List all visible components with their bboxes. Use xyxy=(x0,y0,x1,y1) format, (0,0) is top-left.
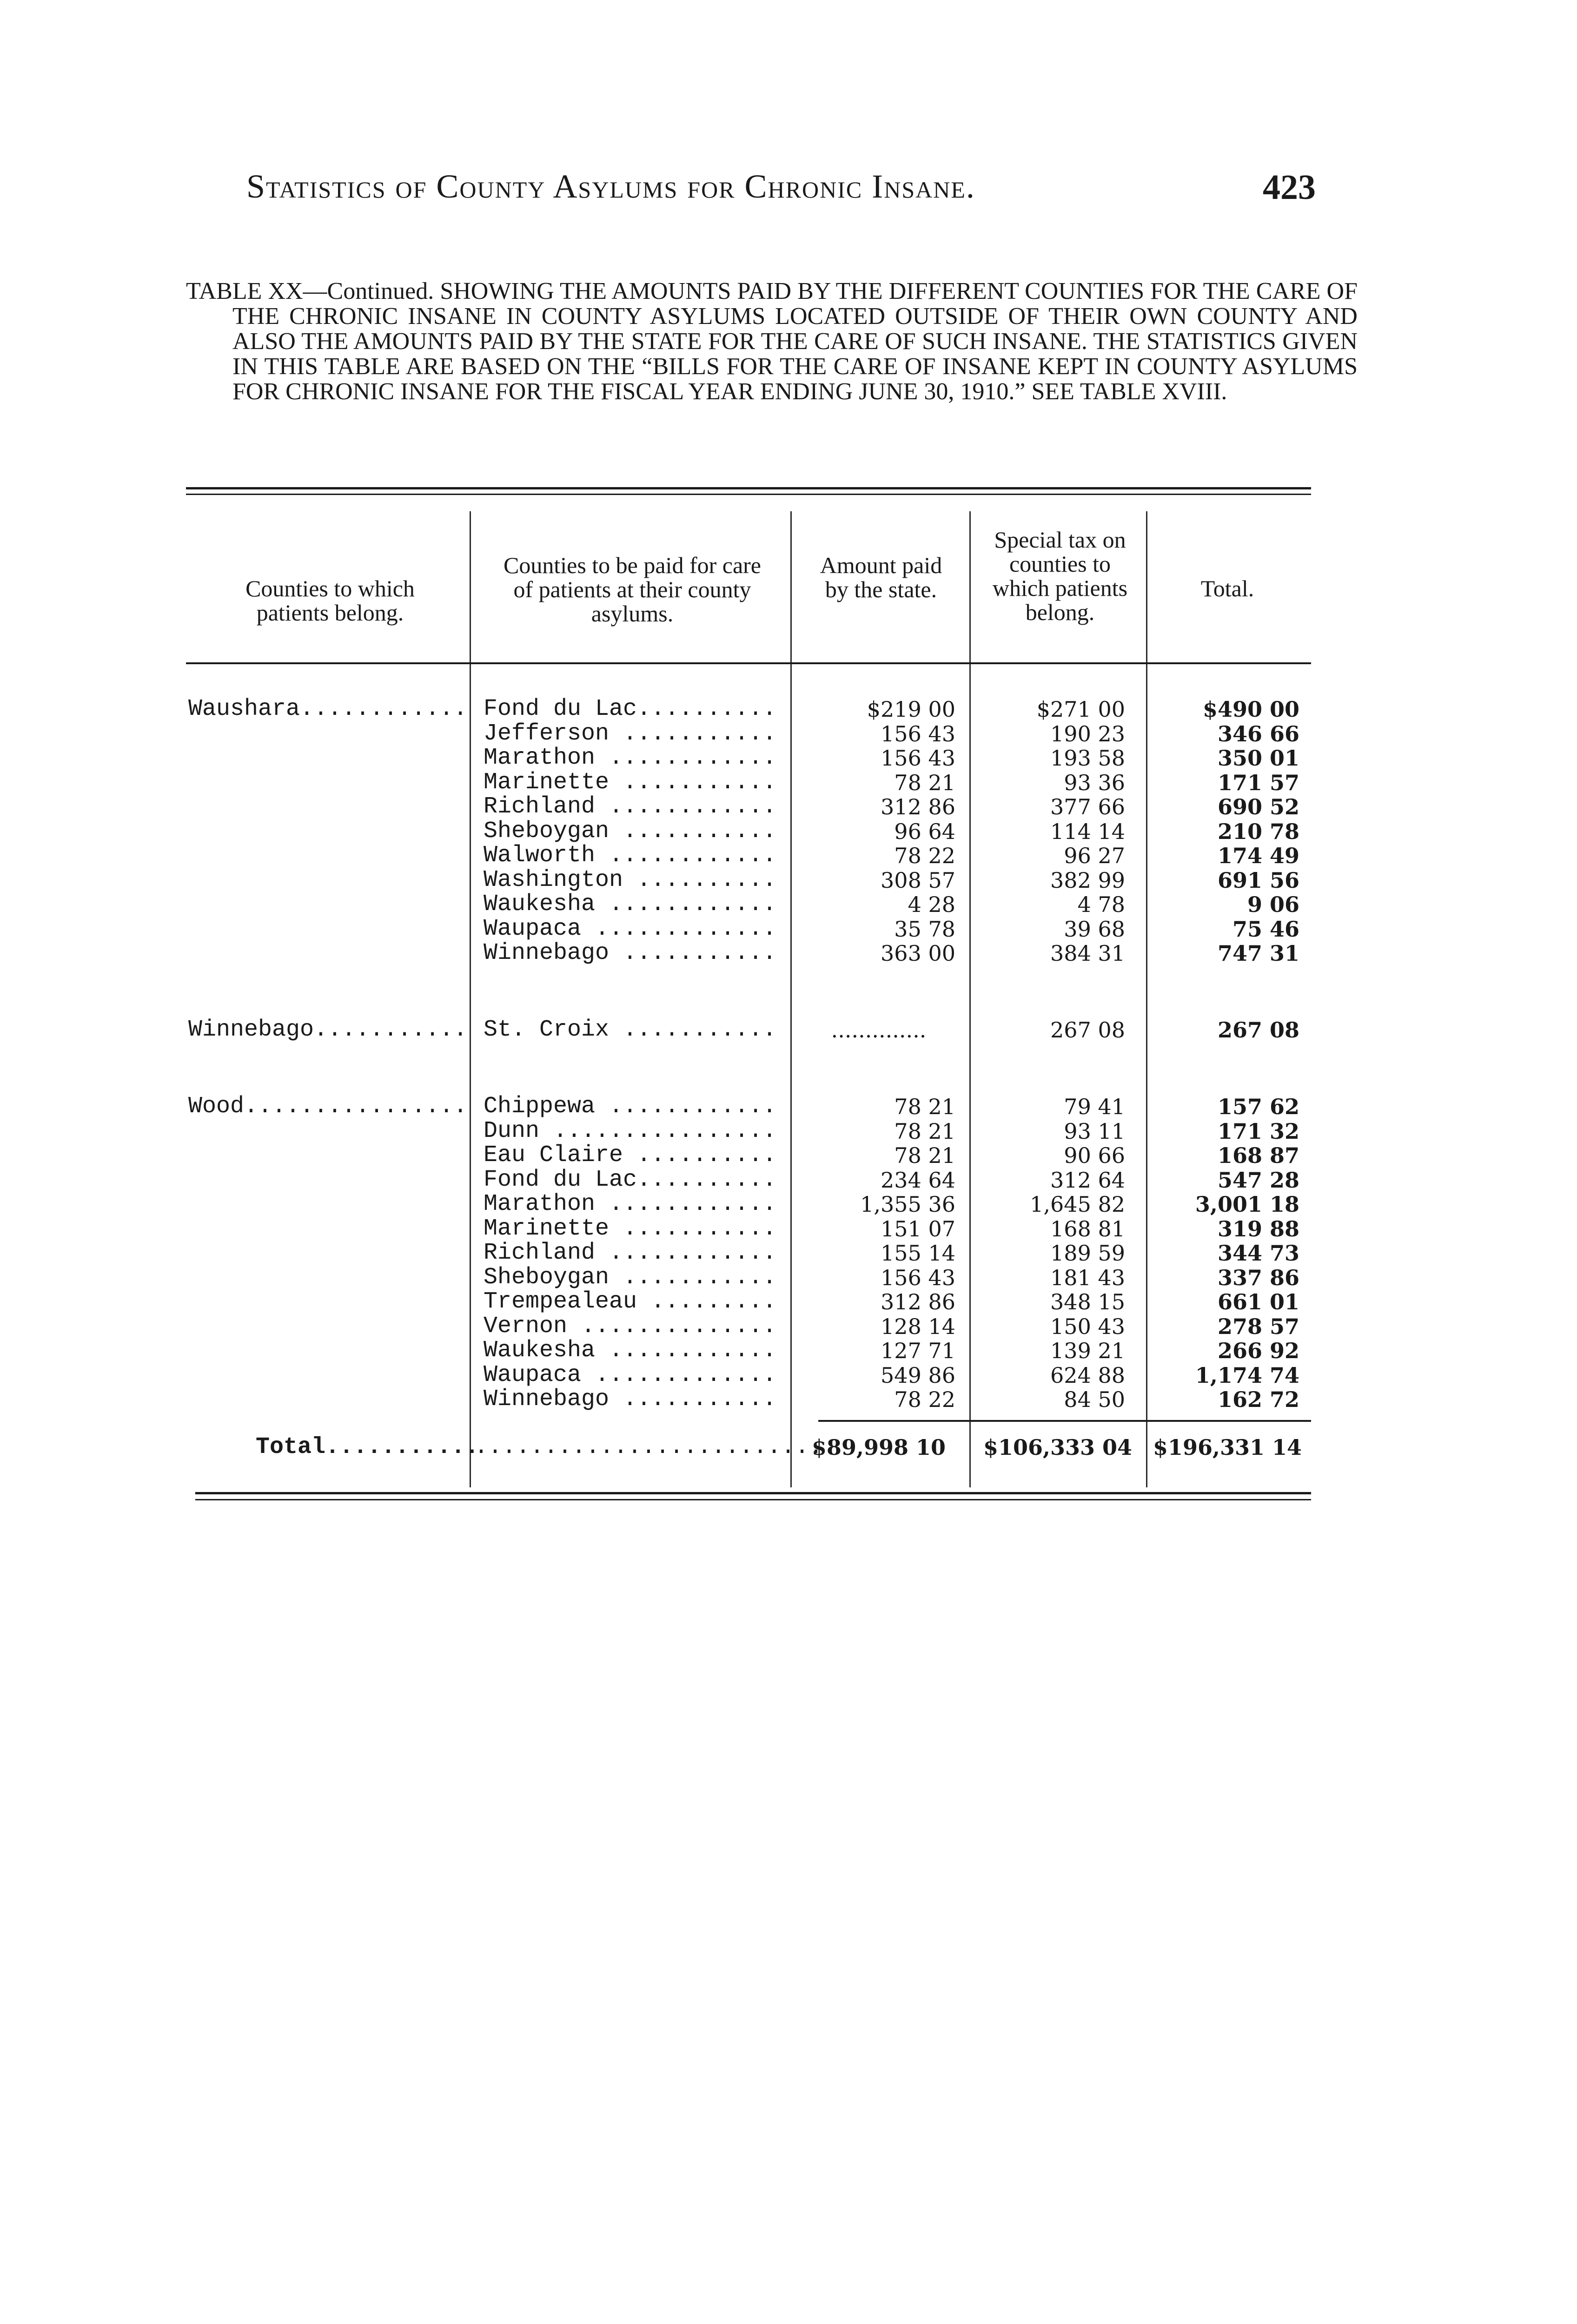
column-divider-3 xyxy=(969,511,971,1487)
paid-county-name: Richland ............ xyxy=(484,793,777,820)
column-divider-4 xyxy=(1146,511,1147,1487)
paid-county-name: Sheboygan ........... xyxy=(484,1264,777,1291)
special-tax-cell: 79 41 xyxy=(1064,1094,1125,1119)
column-divider-2 xyxy=(790,511,792,1487)
column-divider-1 xyxy=(470,511,471,1487)
paid-county-name: Eau Claire .......... xyxy=(484,1142,777,1169)
special-tax-cell: 139 21 xyxy=(1050,1338,1125,1363)
header-counties-belong: Counties to which patients belong. xyxy=(245,575,415,626)
paid-county-name: Trempealeau ......... xyxy=(484,1288,777,1315)
total-dots: ......................... xyxy=(474,1434,823,1460)
total-cell: 168 87 xyxy=(1217,1143,1299,1168)
special-tax-cell: 90 66 xyxy=(1064,1143,1125,1168)
total-cell: 691 56 xyxy=(1217,867,1299,893)
paid-county-name: Waupaca ............. xyxy=(484,1361,777,1388)
special-tax-cell: 193 58 xyxy=(1050,746,1125,771)
amount-state-cell: 156 43 xyxy=(881,1265,955,1290)
special-tax-cell: 382 99 xyxy=(1050,867,1125,893)
total-cell: 1,174 74 xyxy=(1195,1362,1299,1388)
total-cell: 210 78 xyxy=(1217,819,1299,844)
running-title: Statistics of County Asylums for Chronic Insane. xyxy=(246,168,975,205)
total-cell: 174 49 xyxy=(1217,843,1299,868)
page-number: 423 xyxy=(1263,168,1316,207)
paid-county-name: Chippewa ............ xyxy=(484,1093,777,1120)
total-cell: 661 01 xyxy=(1217,1289,1299,1314)
total-cell: 9 06 xyxy=(1247,892,1299,917)
amount-state-cell: 4 28 xyxy=(908,892,955,917)
special-tax-cell: 377 66 xyxy=(1050,794,1125,819)
amount-state-cell: 78 22 xyxy=(894,843,955,868)
table-caption xyxy=(186,279,1358,404)
amount-state-cell: 156 43 xyxy=(881,721,955,746)
total-cell: 278 57 xyxy=(1217,1314,1299,1339)
total-cell: 266 92 xyxy=(1217,1338,1299,1363)
header-amount-state: Amount paid by the state. xyxy=(820,552,942,602)
amount-state-cell: 234 64 xyxy=(881,1167,955,1193)
paid-county-name: Waukesha ............ xyxy=(484,1337,777,1364)
special-tax-cell: 93 11 xyxy=(1064,1118,1125,1144)
total-total: $196,331 14 xyxy=(1153,1435,1302,1460)
amount-state-cell: 312 86 xyxy=(881,1289,955,1314)
amount-state-cell: 35 78 xyxy=(894,916,955,942)
amount-state-cell: 128 14 xyxy=(881,1314,955,1339)
total-state: $89,998 10 xyxy=(811,1435,946,1460)
caption-text: SHOWING THE AMOUNTS PAID BY THE DIFFERENT COUNTIES FOR THE CARE OF THE CHRONIC INSANE IN COUNTY ASYLUMS LOCATED OUTSIDE OF THEIR OWN COUNTY AND ALSO THE AMOUNTS PAID BY THE STATE FOR THE CARE OF SUCH INSANE. THE STATISTICS GIVEN IN THIS TABLE ARE BASED ON THE “BILLS FOR THE CARE OF INSANE KEPT IN COUNTY ASYLUMS FOR CHRONIC INSANE FOR THE FISCAL YEAR ENDING JUNE 30, 1910.” SEE TABLE XVIII. xyxy=(232,278,1358,405)
bottom-rule-2 xyxy=(195,1499,1311,1500)
paid-county-name: Walworth ............ xyxy=(484,842,777,869)
special-tax-cell: 1,645 82 xyxy=(1030,1192,1125,1217)
total-cell: 337 86 xyxy=(1217,1265,1299,1290)
total-cell: 162 72 xyxy=(1217,1387,1299,1412)
special-tax-cell: 93 36 xyxy=(1064,770,1125,795)
special-tax-cell: 189 59 xyxy=(1050,1241,1125,1266)
paid-county-name: Washington .......... xyxy=(484,866,777,893)
amount-state-cell: 363 00 xyxy=(881,941,955,966)
special-tax-cell: 348 15 xyxy=(1050,1289,1125,1314)
paid-county-name: Marinette ........... xyxy=(484,769,777,796)
special-tax-cell: $271 00 xyxy=(1036,697,1125,722)
amount-state-cell: 308 57 xyxy=(881,867,955,893)
paid-county-name: Marinette ........... xyxy=(484,1215,777,1242)
amount-state-cell: 155 14 xyxy=(881,1241,955,1266)
total-cell: $490 00 xyxy=(1202,697,1299,722)
special-tax-cell: 624 88 xyxy=(1050,1362,1125,1388)
amount-state-cell: 312 86 xyxy=(881,794,955,819)
total-cell: 344 73 xyxy=(1217,1241,1299,1266)
paid-county-name: Vernon .............. xyxy=(484,1313,777,1340)
paid-county-name: Sheboygan ........... xyxy=(484,818,777,845)
group-county-name: Waushara............ xyxy=(188,696,468,722)
special-tax-cell: 4 78 xyxy=(1077,892,1125,917)
group-county-name: Wood................ xyxy=(188,1093,468,1120)
amount-state-cell: .............. xyxy=(831,1017,927,1043)
paid-county-name: St. Croix ........... xyxy=(484,1017,777,1043)
amount-state-cell: $219 00 xyxy=(867,697,955,722)
paid-county-name: Fond du Lac.......... xyxy=(484,696,777,722)
special-tax-cell: 96 27 xyxy=(1064,843,1125,868)
special-tax-cell: 312 64 xyxy=(1050,1167,1125,1193)
special-tax-cell: 384 31 xyxy=(1050,941,1125,966)
total-cell: 319 88 xyxy=(1217,1216,1299,1241)
paid-county-name: Fond du Lac.......... xyxy=(484,1166,777,1193)
paid-county-name: Marathon ............ xyxy=(484,1191,777,1217)
total-cell: 690 52 xyxy=(1217,794,1299,819)
total-cell: 3,001 18 xyxy=(1195,1192,1299,1217)
total-label: Total........... xyxy=(256,1434,479,1460)
top-rule-2 xyxy=(186,494,1311,495)
subtotal-rule xyxy=(818,1420,1311,1422)
amount-state-cell: 96 64 xyxy=(894,819,955,844)
special-tax-cell: 190 23 xyxy=(1050,721,1125,746)
paid-county-name: Waukesha ............ xyxy=(484,891,777,918)
total-cell: 346 66 xyxy=(1217,721,1299,746)
total-cell: 350 01 xyxy=(1217,746,1299,771)
special-tax-cell: 150 43 xyxy=(1050,1314,1125,1339)
special-tax-cell: 168 81 xyxy=(1050,1216,1125,1241)
amount-state-cell: 151 07 xyxy=(881,1216,955,1241)
total-cell: 171 32 xyxy=(1217,1118,1299,1144)
amount-state-cell: 78 21 xyxy=(894,1118,955,1144)
total-cell: 267 08 xyxy=(1217,1017,1299,1043)
special-tax-cell: 181 43 xyxy=(1050,1265,1125,1290)
amount-state-cell: 156 43 xyxy=(881,746,955,771)
page-header xyxy=(246,167,1316,218)
amount-state-cell: 78 21 xyxy=(894,1143,955,1168)
paid-county-name: Dunn ................ xyxy=(484,1117,777,1144)
group-county-name: Winnebago........... xyxy=(188,1017,468,1043)
total-cell: 157 62 xyxy=(1217,1094,1299,1119)
paid-county-name: Marathon ............ xyxy=(484,745,777,771)
header-total: Total. xyxy=(1200,575,1254,601)
special-tax-cell: 39 68 xyxy=(1064,916,1125,942)
amount-state-cell: 78 21 xyxy=(894,770,955,795)
amount-state-cell: 549 86 xyxy=(881,1362,955,1388)
total-tax: $106,333 04 xyxy=(983,1435,1133,1460)
paid-county-name: Waupaca ............. xyxy=(484,915,777,942)
top-rule-1 xyxy=(186,487,1311,489)
paid-county-name: Winnebago ........... xyxy=(484,1386,777,1413)
paid-county-name: Winnebago ........... xyxy=(484,940,777,966)
special-tax-cell: 267 08 xyxy=(1050,1017,1125,1043)
special-tax-cell: 84 50 xyxy=(1064,1387,1125,1412)
header-counties-paid: Counties to be paid for care of patients at their county asylums. xyxy=(504,552,761,627)
total-cell: 75 46 xyxy=(1232,916,1299,942)
paid-county-name: Jefferson ........... xyxy=(484,720,777,747)
total-cell: 171 57 xyxy=(1217,770,1299,795)
header-underline xyxy=(186,662,1311,664)
amount-state-cell: 127 71 xyxy=(881,1338,955,1363)
bottom-rule-1 xyxy=(195,1492,1311,1494)
total-cell: 547 28 xyxy=(1217,1167,1299,1193)
paid-county-name: Richland ............ xyxy=(484,1240,777,1266)
caption-lead: TABLE XX—Continued. xyxy=(186,278,434,304)
header-special-tax: Special tax on counties to which patients belong. xyxy=(992,527,1128,625)
amount-state-cell: 78 21 xyxy=(894,1094,955,1119)
amount-state-cell: 1,355 36 xyxy=(860,1192,955,1217)
special-tax-cell: 114 14 xyxy=(1050,819,1125,844)
amount-state-cell: 78 22 xyxy=(894,1387,955,1412)
total-cell: 747 31 xyxy=(1217,941,1299,966)
